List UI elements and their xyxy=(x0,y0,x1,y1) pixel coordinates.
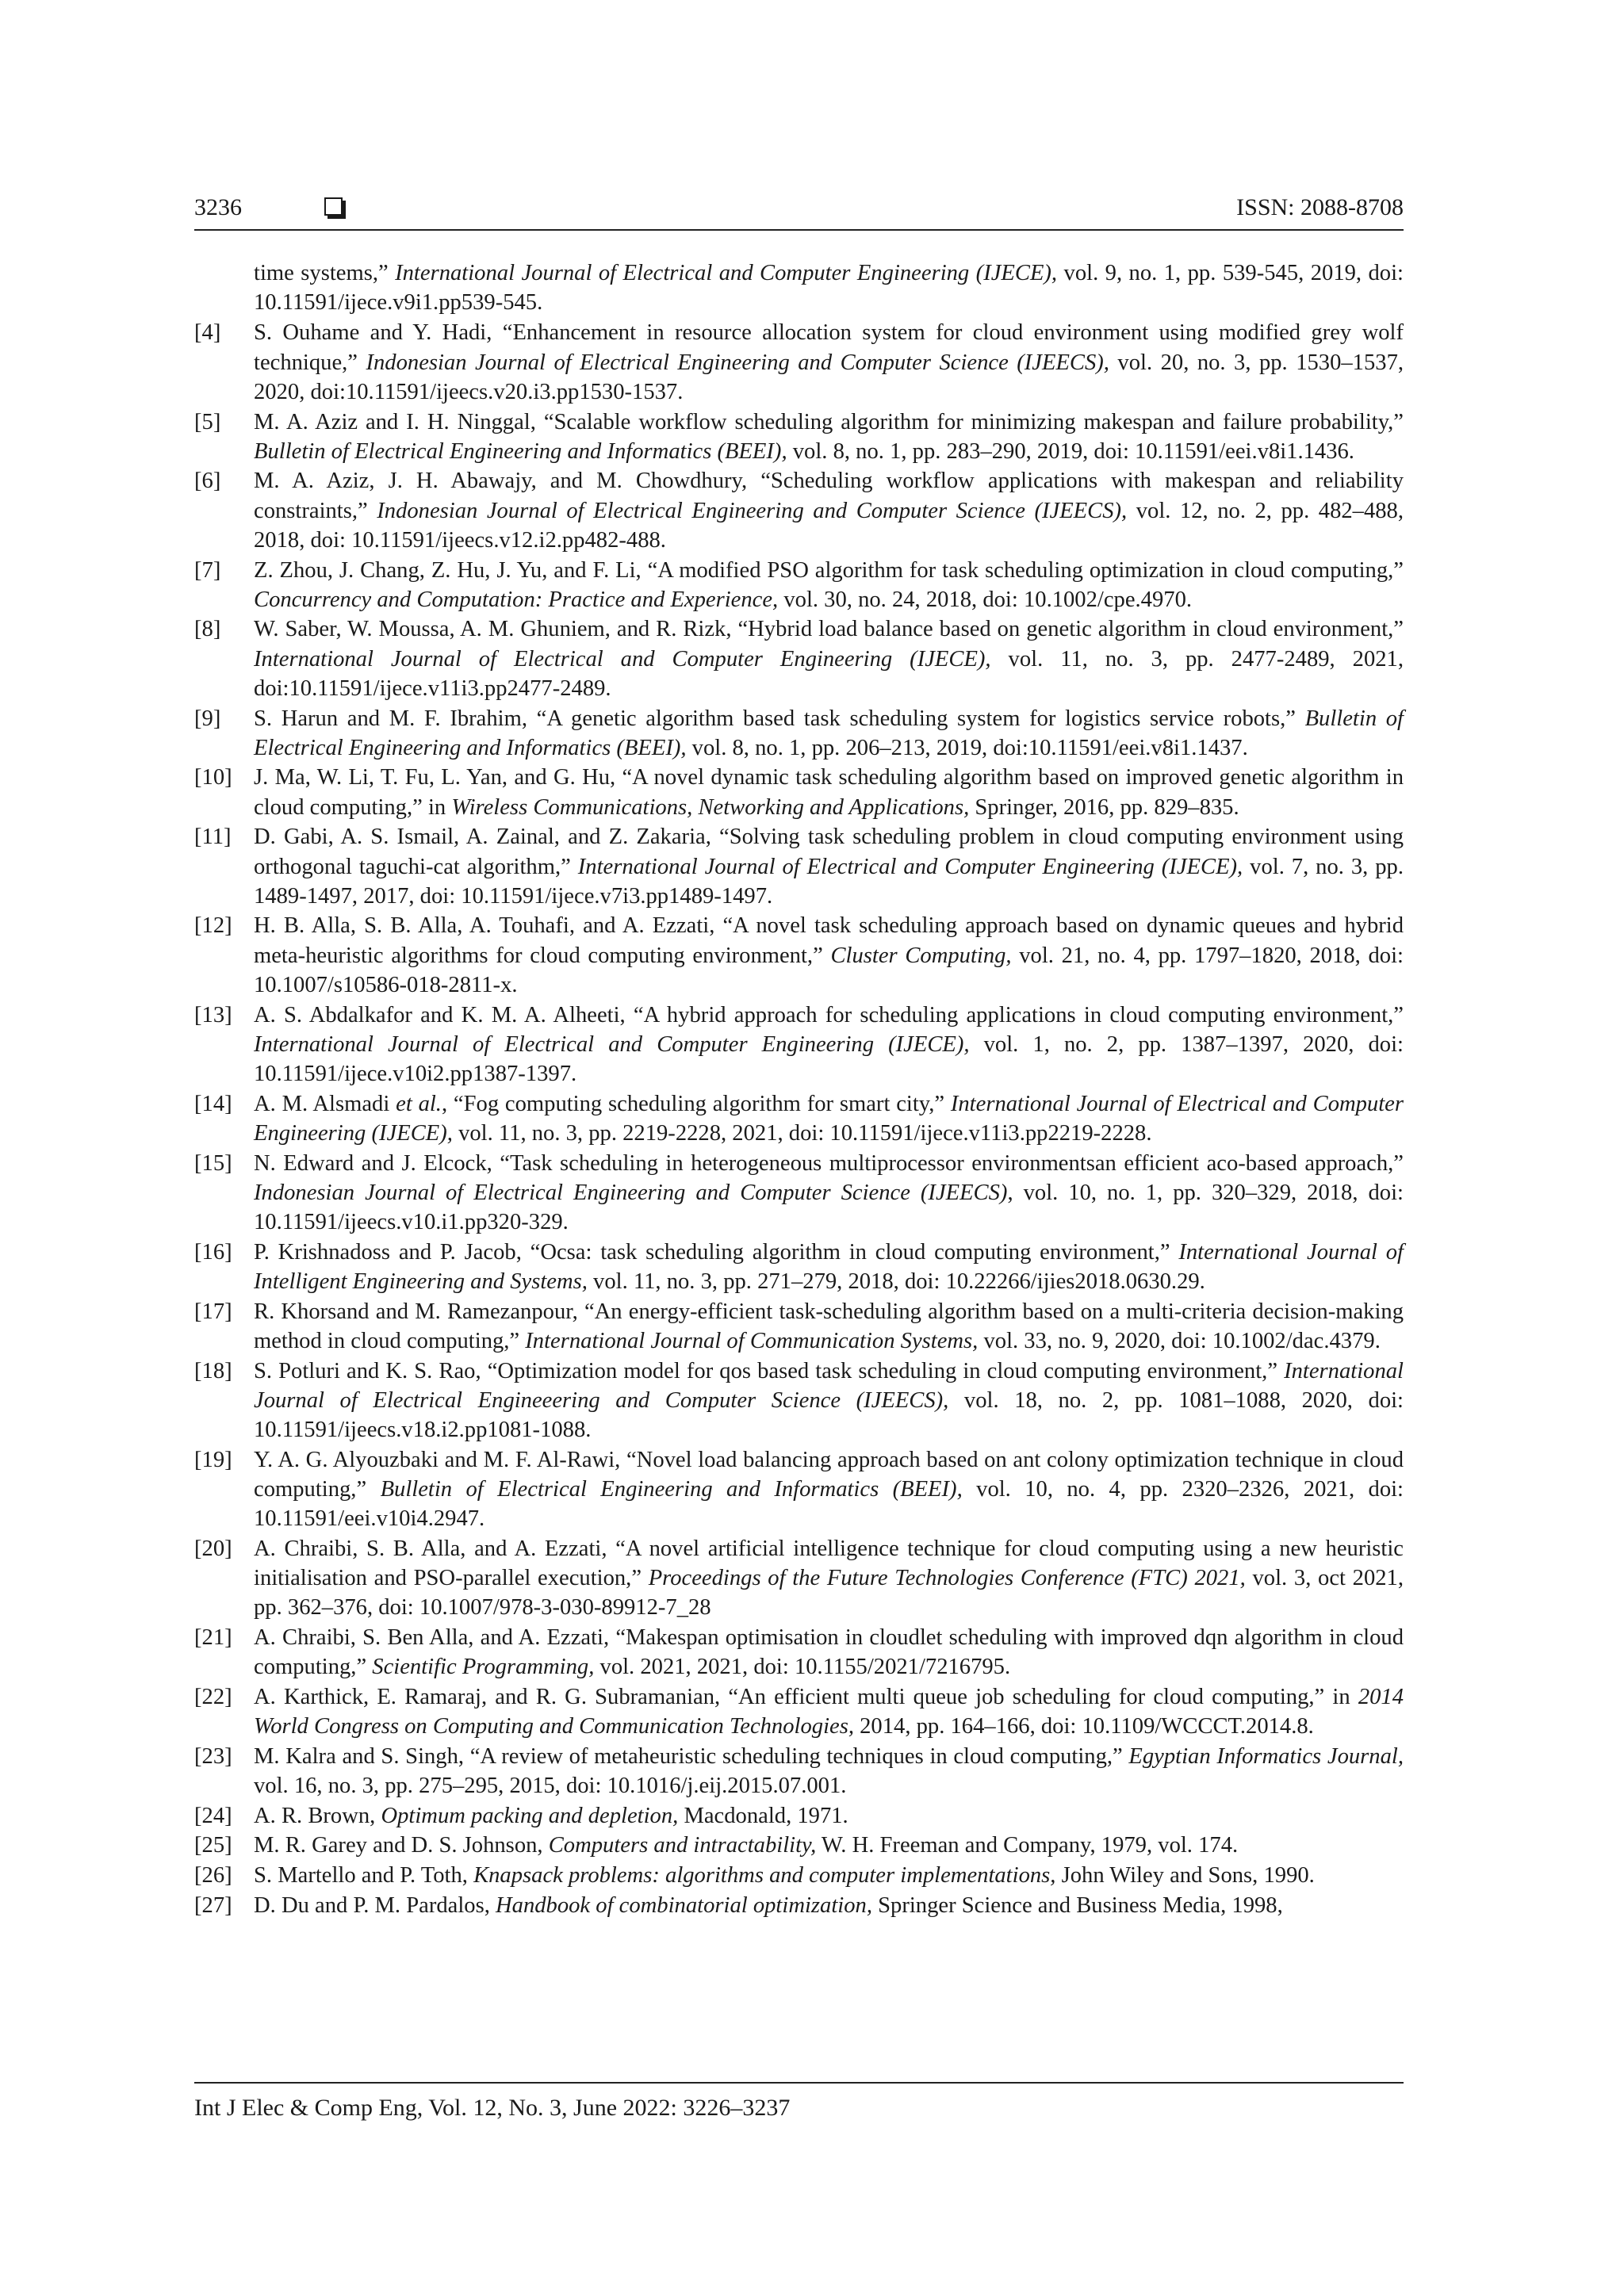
reference-item xyxy=(194,1623,1404,1682)
reference-item xyxy=(194,763,1404,821)
reference-item xyxy=(194,1534,1404,1623)
reference-text: M. A. Aziz and I. H. Ninggal, “Scalable workflow scheduling algorithm for minimizing makespan and failure probability,” Bulletin of Electrical Engineering and Informatics (BEEI), vol. 8, no. 1, pp. 283–290, 2019, doi: 10.11591/eei.v8i1.1436. xyxy=(254,409,1404,464)
reference-item xyxy=(194,1861,1404,1890)
reference-number: [20] xyxy=(194,1536,232,1561)
issn-label: ISSN: 2088-8708 xyxy=(1236,194,1404,220)
reference-number: [24] xyxy=(194,1803,232,1828)
reference-number: [17] xyxy=(194,1299,232,1324)
reference-text: S. Martello and P. Toth, Knapsack problems: algorithms and computer implementations, John Wiley and Sons, 1990. xyxy=(254,1862,1315,1888)
reference-number: [13] xyxy=(194,1002,232,1027)
reference-text: P. Krishnadoss and P. Jacob, “Ocsa: task scheduling algorithm in cloud computing environment,” International Journal of Intelligent Engineering and Systems, vol. 11, no. 3, pp. 271–279, 2018, doi: 10.22266/ijies2018.0630.29. xyxy=(254,1239,1404,1294)
reference-number: [12] xyxy=(194,913,232,939)
reference-text: W. Saber, W. Moussa, A. M. Ghuniem, and R. Rizk, “Hybrid load balance based on genetic algorithm in cloud environment,” International Journal of Electrical and Computer Engineering (IJECE), vol. 11, no. 3, pp. 2477-2489, 2021, doi:10.11591/ijece.v11i3.pp2477-2489. xyxy=(254,617,1404,701)
reference-text: time systems,” International Journal of Electrical and Computer Engineering (IJECE), vol. 9, no. 1, pp. 539-545, 2019, doi: 10.11591/ijece.v9i1.pp539-545. xyxy=(254,261,1404,316)
reference-text: A. Chraibi, S. Ben Alla, and A. Ezzati, “Makespan optimisation in cloudlet scheduling with improved dqn algorithm in cloud computing,” Scientific Programming, vol. 2021, 2021, doi: 10.1155/2021/7216795. xyxy=(254,1624,1404,1680)
reference-item xyxy=(194,1357,1404,1445)
reference-item xyxy=(194,1238,1404,1296)
reference-number: [11] xyxy=(194,825,232,850)
reference-item xyxy=(194,1801,1404,1831)
reference-item xyxy=(194,1742,1404,1800)
reference-number: [23] xyxy=(194,1743,232,1769)
reference-text: H. B. Alla, S. B. Alla, A. Touhafi, and A. Ezzati, “A novel task scheduling approach based on dynamic queues and hybrid meta-heuristic algorithms for cloud computing environment,” Cluster Computing, vol. 21, no. 4, pp. 1797–1820, 2018, doi: 10.1007/s10586-018-2811-x. xyxy=(254,913,1404,997)
reference-text: A. R. Brown, Optimum packing and depletion, Macdonald, 1971. xyxy=(254,1803,848,1828)
page-footer xyxy=(194,2082,1404,2121)
reference-number: [9] xyxy=(194,706,221,731)
reference-text: R. Khorsand and M. Ramezanpour, “An energy-efficient task-scheduling algorithm based on a multi-criteria decision-making method in cloud computing,” International Journal of Communication Systems, vol. 33, no. 9, 2020, doi: 10.1002/dac.4379. xyxy=(254,1299,1404,1353)
reference-text: Z. Zhou, J. Chang, Z. Hu, J. Yu, and F. Li, “A modified PSO algorithm for task scheduling optimization in cloud computing,” Concurrency and Computation: Practice and Experience, vol. 30, no. 24, 2018, doi: 10.1002/cpe.4970. xyxy=(254,557,1404,612)
reference-item xyxy=(194,1891,1404,1920)
reference-item xyxy=(194,258,1404,317)
reference-text: D. Du and P. M. Pardalos, Handbook of combinatorial optimization, Springer Science and Business Media, 1998, xyxy=(254,1892,1283,1918)
reference-text: S. Potluri and K. S. Rao, “Optimization model for qos based task scheduling in cloud computing environment,” International Journal of Electrical Engineeering and Computer Science (IJEECS), vol. 18, no. 2, pp. 1081–1088, 2020, doi: 10.11591/ijeecs.v18.i2.pp1081-1088. xyxy=(254,1358,1404,1442)
reference-number: [21] xyxy=(194,1624,232,1650)
reference-item xyxy=(194,911,1404,1000)
reference-number: [25] xyxy=(194,1833,232,1858)
reference-number: [10] xyxy=(194,765,232,790)
reference-text: D. Gabi, A. S. Ismail, A. Zainal, and Z. Zakaria, “Solving task scheduling problem in cloud computing environment using orthogonal taguchi-cat algorithm,” International Journal of Electrical and Computer Engineering (IJECE), vol. 7, no. 3, pp. 1489-1497, 2017, doi: 10.11591/ijece.v7i3.pp1489-1497. xyxy=(254,825,1404,909)
reference-item xyxy=(194,1001,1404,1089)
reference-text: Y. A. G. Alyouzbaki and M. F. Al-Rawi, “Novel load balancing approach based on ant colony optimization technique in cloud computing,” Bulletin of Electrical Engineering and Informatics (BEEI), vol. 10, no. 4, pp. 2320–2326, 2021, doi: 10.11591/eei.v10i4.2947. xyxy=(254,1447,1404,1532)
page-number: 3236 xyxy=(194,194,242,220)
reference-item xyxy=(194,1149,1404,1238)
reference-item xyxy=(194,1089,1404,1148)
reference-item xyxy=(194,318,1404,407)
reference-item xyxy=(194,556,1404,614)
reference-text: A. Chraibi, S. B. Alla, and A. Ezzati, “A novel artificial intelligence technique for cloud computing using a new heuristic initialisation and PSO-parallel execution,” Proceedings of the Future Technologies Conference (FTC) 2021, vol. 3, oct 2021, pp. 362–376, doi: 10.1007/978-3-030-89912-7_28 xyxy=(254,1536,1404,1621)
reference-item xyxy=(194,1831,1404,1860)
reference-number: [22] xyxy=(194,1684,232,1709)
reference-text: M. A. Aziz, J. H. Abawajy, and M. Chowdhury, “Scheduling workflow applications with makespan and reliability constraints,” Indonesian Journal of Electrical Engineering and Computer Science (IJEECS), vol. 12, no. 2, pp. 482–488, 2018, doi: 10.11591/ijeecs.v12.i2.pp482-488. xyxy=(254,469,1404,553)
square-icon xyxy=(324,197,343,216)
reference-item xyxy=(194,704,1404,763)
reference-text: N. Edward and J. Elcock, “Task scheduling in heterogeneous multiprocessor environmentsan efficient aco-based approach,” Indonesian Journal of Electrical Engineering and Computer Science (IJEECS), vol. 10, no. 1, pp. 320–329, 2018, doi: 10.11591/ijeecs.v10.i1.pp320-329. xyxy=(254,1150,1404,1234)
reference-number: [26] xyxy=(194,1862,232,1888)
reference-number: [5] xyxy=(194,409,221,434)
reference-text: A. Karthick, E. Ramaraj, and R. G. Subramanian, “An efficient multi queue job scheduling for cloud computing,” in 2014 World Congress on Computing and Communication Technologies, 2014, pp. 164–166, doi: 10.1109/WCCCT.2014.8. xyxy=(254,1684,1404,1739)
reference-number: [16] xyxy=(194,1239,232,1265)
reference-text: M. R. Garey and D. S. Johnson, Computers and intractability, W. H. Freeman and Company, 1979, vol. 174. xyxy=(254,1833,1239,1858)
reference-item xyxy=(194,1682,1404,1741)
footer-citation: Int J Elec & Comp Eng, Vol. 12, No. 3, June 2022: 3226–3237 xyxy=(194,2095,791,2121)
reference-text: J. Ma, W. Li, T. Fu, L. Yan, and G. Hu, “A novel dynamic task scheduling algorithm based on improved genetic algorithm in cloud computing,” in Wireless Communications, Networking and Applications, Springer, 2016, pp. 829–835. xyxy=(254,765,1404,820)
reference-number: [15] xyxy=(194,1150,232,1176)
reference-text: S. Harun and M. F. Ibrahim, “A genetic algorithm based task scheduling system for logistics service robots,” Bulletin of Electrical Engineering and Informatics (BEEI), vol. 8, no. 1, pp. 206–213, 2019, doi:10.11591/eei.v8i1.1437. xyxy=(254,706,1404,760)
reference-text: A. M. Alsmadi et al., “Fog computing scheduling algorithm for smart city,” International Journal of Electrical and Computer Engineering (IJECE), vol. 11, no. 3, pp. 2219-2228, 2021, doi: 10.11591/ijece.v11i3.pp2219-2228. xyxy=(254,1091,1404,1146)
reference-item xyxy=(194,1445,1404,1534)
reference-number: [7] xyxy=(194,557,221,583)
reference-item xyxy=(194,614,1404,703)
reference-number: [18] xyxy=(194,1358,232,1383)
reference-number: [14] xyxy=(194,1091,232,1116)
reference-item xyxy=(194,1297,1404,1356)
page-header xyxy=(194,193,1404,231)
reference-text: S. Ouhame and Y. Hadi, “Enhancement in resource allocation system for cloud environment using modified grey wolf technique,” Indonesian Journal of Electrical Engineering and Computer Science (IJEECS), vol. 20, no. 3, pp. 1530–1537, 2020, doi:10.11591/ijeecs.v20.i3.pp1530-1537. xyxy=(254,320,1404,404)
reference-number: [6] xyxy=(194,469,221,494)
reference-item xyxy=(194,822,1404,911)
reference-text: M. Kalra and S. Singh, “A review of metaheuristic scheduling techniques in cloud computing,” Egyptian Informatics Journal, vol. 16, no. 3, pp. 275–295, 2015, doi: 10.1016/j.eij.2015.07.001. xyxy=(254,1743,1404,1798)
reference-item xyxy=(194,408,1404,466)
reference-number: [4] xyxy=(194,320,221,346)
reference-text: A. S. Abdalkafor and K. M. A. Alheeti, “A hybrid approach for scheduling applications in cloud computing environment,” International Journal of Electrical and Computer Engineering (IJECE), vol. 1, no. 2, pp. 1387–1397, 2020, doi: 10.11591/ijece.v10i2.pp1387-1397. xyxy=(254,1002,1404,1086)
reference-number: [19] xyxy=(194,1447,232,1472)
reference-item xyxy=(194,466,1404,555)
reference-number: [8] xyxy=(194,617,221,642)
reference-list xyxy=(194,258,1404,1920)
reference-number: [27] xyxy=(194,1892,232,1918)
